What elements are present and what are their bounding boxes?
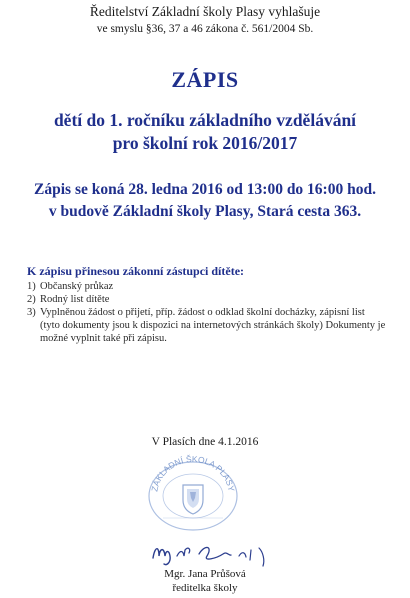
place-date-line: V Plasích dne 4.1.2016	[151, 436, 259, 448]
requirements-intro: K zápisu přinesou zákonní zástupci dítěte:	[27, 264, 245, 278]
page-title: ZÁPIS	[171, 67, 239, 92]
header-line-1: Ředitelství Základní školy Plasy vyhlašuje	[89, 4, 321, 19]
list-item-text: Rodný list dítěte	[40, 294, 110, 305]
list-item-number: 2)	[27, 294, 36, 305]
list-item	[27, 293, 387, 306]
requirements-list	[27, 280, 387, 345]
handwritten-signature	[147, 536, 277, 570]
signer-name: Mgr. Jana Průšová	[164, 568, 246, 580]
list-item-number: 3)	[27, 307, 36, 318]
list-item	[27, 306, 387, 345]
list-item	[27, 280, 387, 293]
list-item-number: 1)	[27, 281, 36, 292]
subtitle-line-2: pro školní rok 2016/2017	[112, 133, 298, 153]
event-info-line-2: v budově Základní školy Plasy, Stará cesta 363.	[48, 203, 362, 220]
coat-of-arms-icon	[183, 485, 203, 514]
event-info-line-1: Zápis se koná 28. ledna 2016 od 13:00 do 16:00 hod.	[34, 181, 376, 198]
stamp-text: ZÁKLADNÍ ŠKOLA PLASY	[149, 453, 237, 493]
school-stamp	[143, 452, 243, 532]
header-line-2: ve smyslu §36, 37 a 46 zákona č. 561/2004 Sb.	[96, 23, 314, 35]
subtitle-line-1: dětí do 1. ročníku základního vzdělávání	[53, 110, 357, 130]
list-item-text: Vyplněnou žádost o přijetí, příp. žádost o odklad školní docházky, zápisní list (tyto dokumenty jsou k dispozici na internetových stránkách školy) Dokumenty je možné vyplnit také při zápisu.	[40, 307, 386, 344]
signer-role: ředitelka školy	[172, 582, 238, 594]
list-item-text: Občanský průkaz	[40, 281, 114, 292]
